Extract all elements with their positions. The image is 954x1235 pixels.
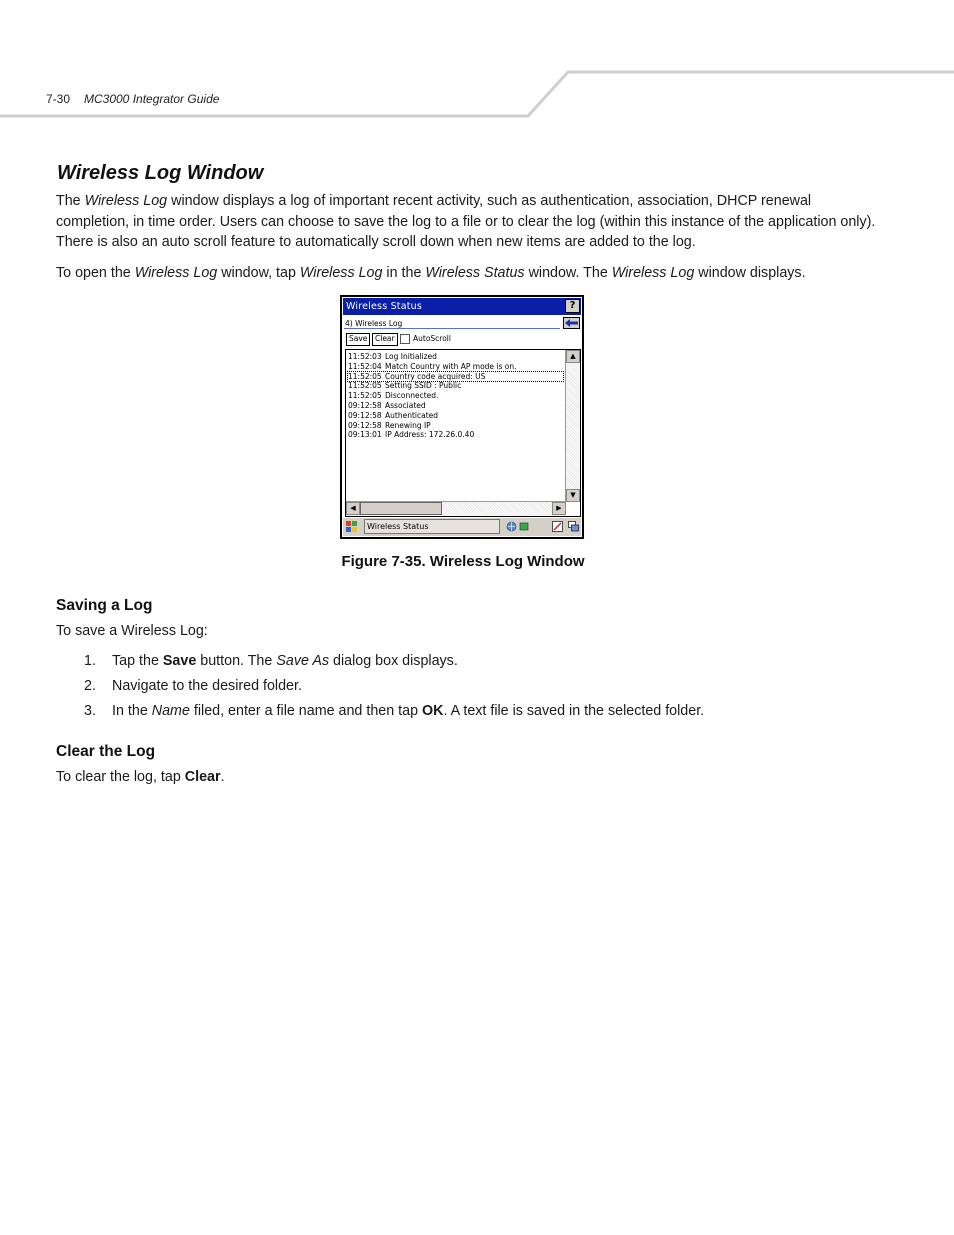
step-number: 3. (84, 703, 96, 719)
button-row (346, 333, 578, 345)
step-text: In the Name filed, enter a file name and then tap OK. A text file is saved in the selected folder. (112, 703, 705, 719)
saving-intro: To save a Wireless Log: (56, 623, 208, 639)
window-titlebar (343, 298, 581, 315)
log-time: 11:52:05 (348, 371, 382, 381)
log-message: Renewing IP (385, 420, 431, 430)
back-arrow-icon (564, 318, 579, 328)
taskbar-window-button[interactable]: Wireless Status (364, 519, 500, 534)
log-message: IP Address: 172.26.0.40 (385, 430, 475, 440)
log-entry[interactable] (348, 381, 461, 390)
log-time: 09:12:58 (348, 401, 382, 410)
log-message: Country code acquired: US (385, 371, 486, 381)
open-paragraph: To open the Wireless Log window, tap Wireless Log in the Wireless Status window. The Wireless Log window displays. (56, 265, 806, 281)
log-message: Authenticated (385, 410, 439, 420)
horizontal-scroll-thumb[interactable] (360, 502, 442, 515)
log-message: Match Country with AP mode is on. (385, 361, 517, 371)
log-entry[interactable] (348, 421, 431, 430)
log-message: Associated (385, 401, 426, 410)
step-text: Navigate to the desired folder. (112, 678, 302, 694)
intro-paragraph: The Wireless Log window displays a log of important recent activity, such as authentication, association, DHCP renewal completion, in time order. Users can choose to save the log to a file or to clear the log (within this instance of the application only). There is also an auto scroll feature to automatically scroll down when new items are added to the log. (56, 193, 876, 250)
log-time: 09:12:58 (348, 410, 382, 420)
scroll-right-icon[interactable]: ▶ (552, 502, 566, 515)
network-icon[interactable] (506, 521, 517, 532)
step-number: 2. (84, 678, 96, 694)
log-time: 11:52:03 (348, 352, 382, 361)
autoscroll-label: AutoScroll (413, 334, 451, 343)
step-number: 1. (84, 653, 96, 669)
autoscroll-checkbox[interactable] (400, 334, 410, 344)
log-entry[interactable] (348, 391, 438, 400)
log-message: Setting SSID : Public (385, 381, 462, 391)
log-time: 11:52:05 (348, 391, 382, 401)
log-entry[interactable] (348, 401, 426, 410)
log-list[interactable] (345, 349, 581, 517)
back-button[interactable] (563, 317, 580, 329)
taskbar (343, 517, 581, 536)
log-message: Log Initialized (385, 352, 437, 361)
page-number: 7-30 (46, 92, 71, 106)
keyboard-icon[interactable] (552, 521, 563, 532)
scroll-up-icon[interactable]: ▲ (566, 350, 580, 363)
nav-path: 4) Wireless Log (345, 319, 403, 328)
log-time: 09:12:58 (348, 420, 382, 430)
saving-log-heading: Saving a Log (56, 597, 153, 614)
vertical-scrollbar[interactable] (565, 350, 580, 502)
windows-icon[interactable] (568, 521, 579, 532)
scroll-down-icon[interactable]: ▼ (566, 489, 580, 502)
connection-icon[interactable] (519, 521, 530, 532)
log-entry[interactable] (348, 362, 517, 371)
windows-start-icon[interactable] (345, 520, 359, 533)
step-text: Tap the Save button. The Save As dialog box displays. (112, 653, 458, 669)
log-entry[interactable] (348, 430, 474, 439)
wireless-log-screenshot (340, 295, 584, 539)
figure-caption: Figure 7-35. Wireless Log Window (341, 553, 585, 570)
clear-paragraph: To clear the log, tap Clear. (56, 769, 225, 785)
nav-row (344, 317, 580, 329)
clear-button[interactable]: Clear (372, 333, 398, 346)
section-title: Wireless Log Window (57, 162, 264, 184)
window-title: Wireless Status (346, 301, 423, 312)
horizontal-scrollbar[interactable] (346, 501, 566, 516)
log-entry[interactable] (348, 411, 438, 420)
log-entry[interactable] (348, 352, 437, 361)
log-time: 11:52:05 (348, 381, 382, 391)
log-time: 11:52:04 (348, 361, 382, 371)
guide-title: MC3000 Integrator Guide (84, 92, 220, 106)
log-message: Disconnected. (385, 391, 439, 401)
scroll-left-icon[interactable]: ◀ (346, 502, 360, 515)
save-button[interactable]: Save (346, 333, 370, 346)
log-time: 09:13:01 (348, 430, 382, 440)
help-button[interactable]: ? (565, 299, 580, 313)
clear-log-heading: Clear the Log (56, 743, 156, 760)
log-entry[interactable] (348, 372, 563, 381)
